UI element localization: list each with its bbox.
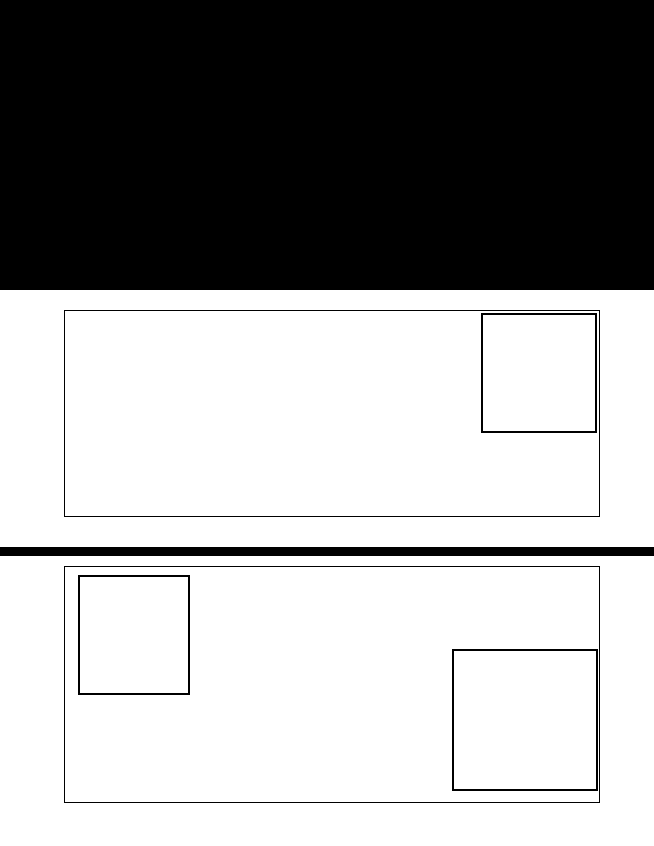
bottom-legend [78,575,190,695]
fraction-legend-title [454,651,596,654]
top-chart-panel [0,290,654,547]
top-legend [481,313,597,433]
bottom-chart-panel [0,556,654,846]
fraction-legend-box [452,649,598,791]
